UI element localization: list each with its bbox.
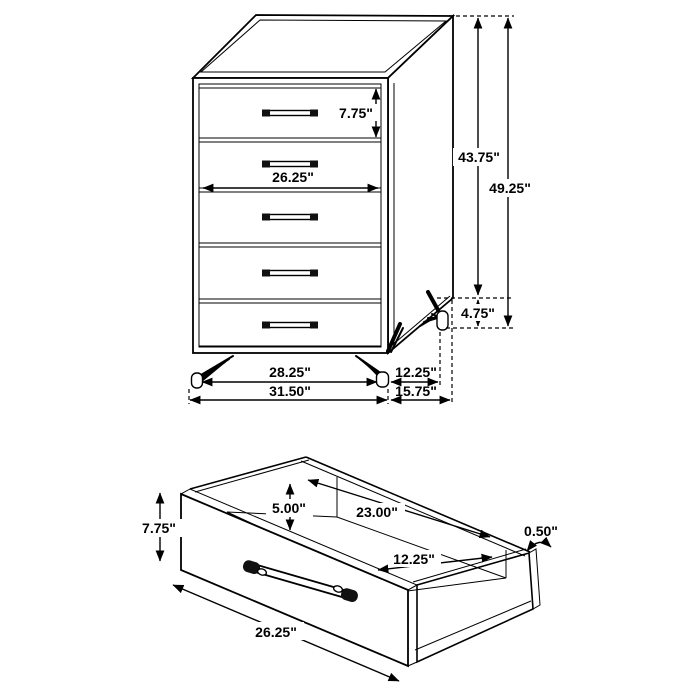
drawer-front-thickness-label: 0.50" bbox=[524, 523, 558, 539]
chest-legspan-width-label: 28.25" bbox=[269, 364, 311, 380]
chest-drawer-height-label: 7.75" bbox=[339, 105, 373, 121]
drawer-left-wall-top bbox=[190, 457, 306, 489]
drawer-back-wall-top-inner bbox=[301, 461, 525, 556]
drawer-left-wall-top-inner bbox=[195, 460, 309, 492]
chest-legspan-depth-label: 12.25" bbox=[395, 364, 437, 380]
front-left-leg bbox=[192, 356, 234, 388]
chest-body-height-label: 43.75" bbox=[458, 149, 500, 165]
chest-diagram bbox=[189, 15, 535, 404]
drawer-interior-depth-label: 12.25" bbox=[393, 551, 435, 567]
drawer-back-wall-edge bbox=[529, 549, 540, 609]
chest-total-height-label: 49.25" bbox=[489, 180, 531, 196]
dim-line-front-thickness bbox=[527, 542, 551, 551]
drawer-interior-width-label: 23.00" bbox=[356, 504, 398, 520]
drawer-front-height-label: 7.75" bbox=[142, 520, 176, 536]
drawer-back-wall-top bbox=[306, 457, 530, 552]
drawer-handle bbox=[262, 214, 318, 221]
chest-leg-height-label: 4.75" bbox=[461, 305, 495, 321]
drawer-interior-height-label: 5.00" bbox=[272, 500, 306, 516]
chest-total-depth-label: 15.75" bbox=[395, 383, 437, 399]
chest-total-width-label: 31.50" bbox=[269, 383, 311, 399]
drawer-right-wall-groove bbox=[415, 601, 531, 650]
chest-drawer-width-label: 26.25" bbox=[272, 169, 314, 185]
drawer-front-width-label: 26.25" bbox=[255, 624, 297, 640]
drawer-handle bbox=[262, 161, 318, 168]
drawer-handle bbox=[262, 270, 318, 277]
drawer-diagram bbox=[136, 457, 558, 681]
drawer-handle bbox=[262, 322, 318, 329]
drawer-front-panel-side-edge bbox=[408, 585, 417, 666]
drawer-handle bbox=[262, 110, 318, 117]
